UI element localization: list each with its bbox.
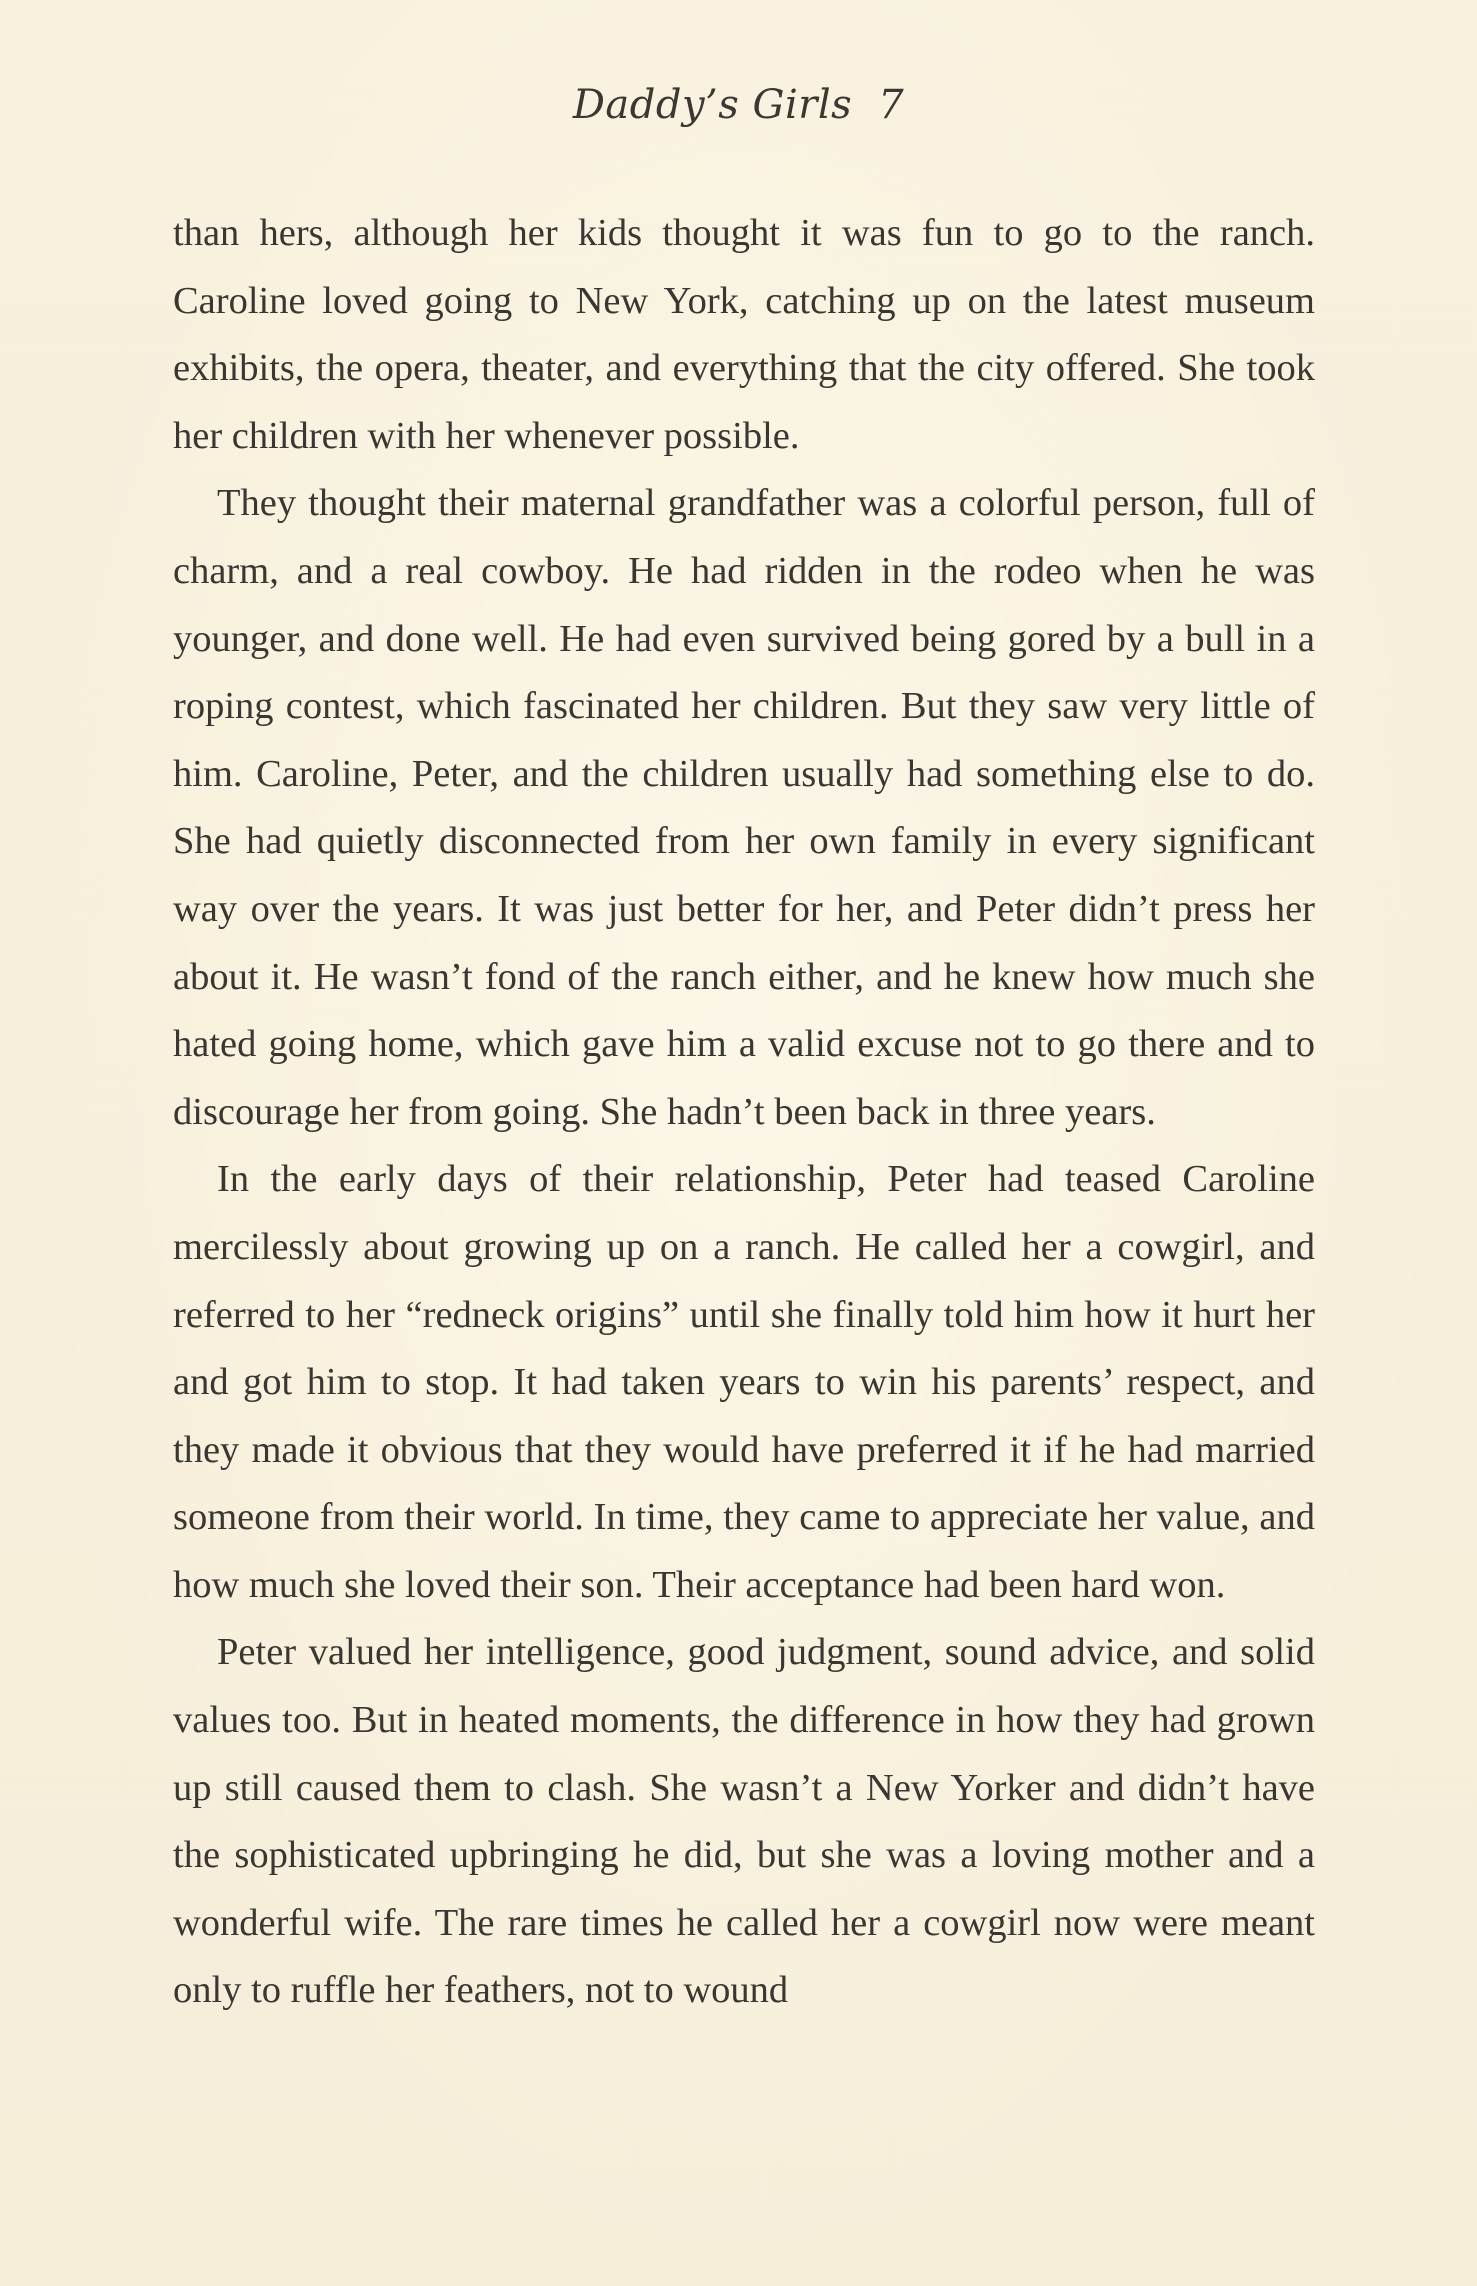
paragraph-2: They thought their maternal grandfather was a colorful person, full of charm, and a real cowboy. He had ridden in the rodeo when he was younger, and done well. He had even survived being gored by a bull in a roping contest, which fascinated her children. But they saw very little of him. Caroline, Peter, and the children usually had something else to do. She had quietly disconnected from her own family in every significant way over the years. It was just better for her, and Peter didn’t press her about it. He wasn’t fond of the ranch either, and he knew how much she hated going home, which gave him a valid excuse not to go there and to discourage her from going. She hadn’t been back in three years. <box>173 482 1315 1133</box>
paragraph-4: Peter valued her intelligence, good judgment, sound advice, and solid values too. But in heated moments, the difference in how they had grown up still caused them to clash. She wasn’t a New Yorker and didn’t have the sophisticated upbringing he did, but she was a loving mother and a wonderful wife. The rare times he called her a cowgirl now were meant only to ruffle her feathers, not to wound <box>173 1631 1315 2012</box>
paragraph-1: than hers, although her kids thought it was fun to go to the ranch. Caroline loved going to New York, catching up on the latest museum exhibits, the opera, theater, and everything that the city offered. She took her children with her whenever possible. <box>173 212 1315 457</box>
running-head <box>0 82 1477 128</box>
book-title: Daddy’s Girls <box>572 82 853 128</box>
page-number: 7 <box>878 82 905 128</box>
paragraph-3: In the early days of their relationship, Peter had teased Caroline mercilessly about growing up on a ranch. He called her a cowgirl, and referred to her “redneck origins” until she finally told him how it hurt her and got him to stop. It had taken years to win his parents’ respect, and they made it obvious that they would have preferred it if he had married someone from their world. In time, they came to appreciate her value, and how much she loved their son. Their acceptance had been hard won. <box>173 1158 1315 1606</box>
body-text <box>173 200 1315 2025</box>
